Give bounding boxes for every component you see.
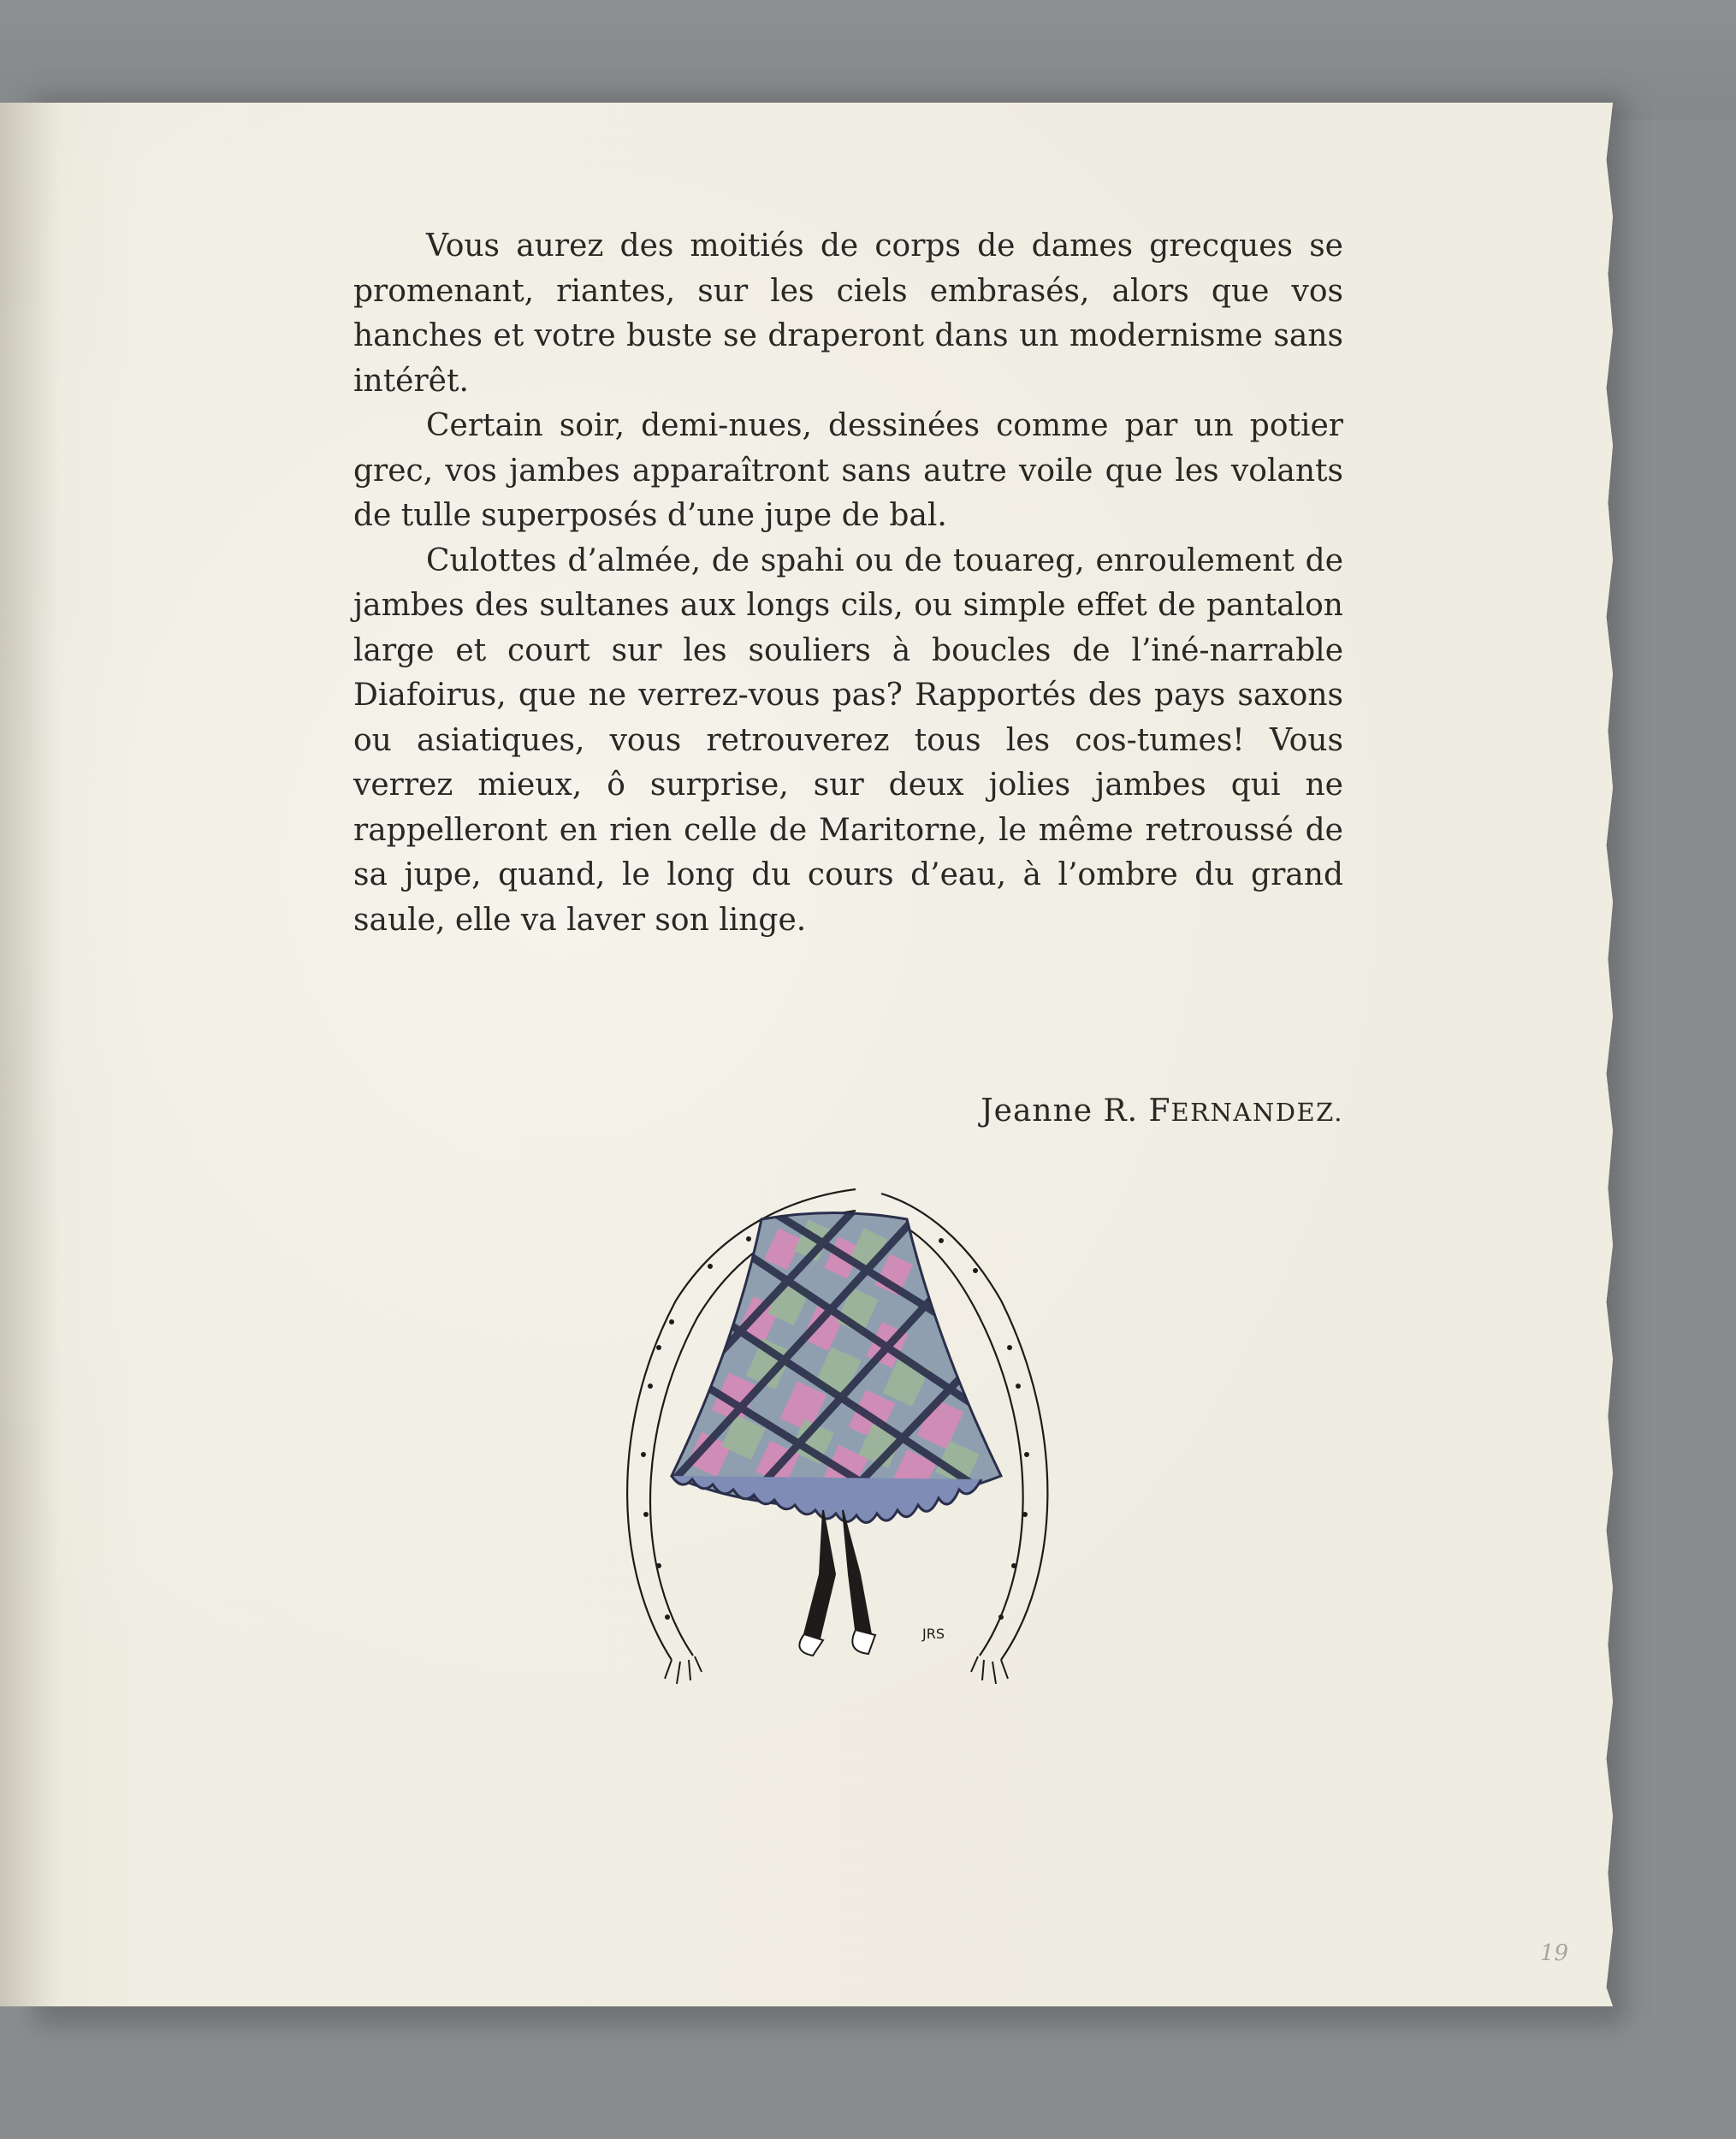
hands xyxy=(665,1656,1008,1684)
legs xyxy=(799,1510,875,1656)
page-number: 19 xyxy=(1540,1941,1569,1966)
author-signature xyxy=(856,1093,1343,1129)
paragraph-3: Culottes d’almée, de spahi ou de touareg, enroulement de jambes des sultanes aux longs cils, ou simple effet de pantalon large et court sur les souliers à boucles de l’iné-narrable Diafoirus, que ne verrez-vous pas? Rapportés des pays saxons ou asiatiques, vous retrouverez tous les cos-tumes! Vous verrez mieux, ô surprise, sur deux jolies jambes qui ne rappelleront en rien celle de Maritorne, le même retroussé de sa jupe, quand, le long du cours d’eau, à l’ombre du grand saule, elle va laver son linge. xyxy=(353,542,1343,938)
signature-name: Jeanne R. F xyxy=(981,1093,1171,1129)
body-text xyxy=(353,224,1343,943)
signature-surname-smallcaps: ERNANDEZ. xyxy=(1170,1098,1343,1127)
page-gutter xyxy=(0,103,60,2006)
skirt-ruffle xyxy=(672,1476,981,1523)
paragraph-2: Certain soir, demi-nues, dessinées comme par un potier grec, vos jambes apparaîtront sans autre voile que les volants de tulle superposés d’une jupe de bal. xyxy=(353,408,1343,533)
artist-initials: JRS xyxy=(922,1626,945,1642)
skirt-illustration xyxy=(599,1172,1078,1694)
paragraph-1: Vous aurez des moitiés de corps de dames grecques se promenant, riantes, sur les ciels embrasés, alors que vos hanches et votre buste se draperont dans un modernisme sans intérêt. xyxy=(353,228,1343,399)
